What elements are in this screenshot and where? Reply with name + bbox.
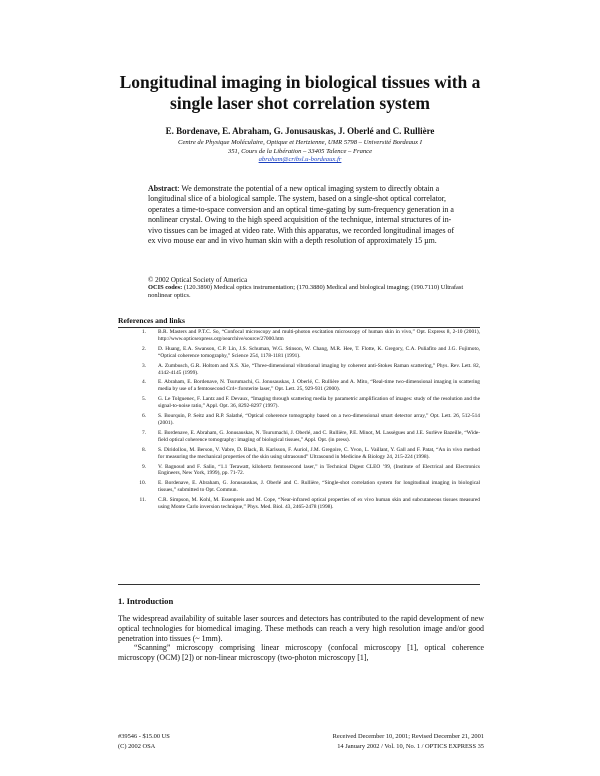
reference-number: 3.	[141, 362, 146, 369]
reference-item	[118, 480, 480, 494]
reference-text: S. Diridollou, M. Berson, V. Vabre, D. Black, B. Karlsson, F. Auriol, J.M. Gregoire, C. Yvon, L. Vaillant, Y. Gall and F. Patat, “An in vivo method for measuring the mechanical properties of the skin using ultrasound” Ultrasound in Medicine & Biology 24, 215-224 (1998).	[158, 446, 480, 460]
reference-item	[118, 430, 480, 444]
ocis-label: OCIS codes:	[148, 284, 183, 291]
affiliation	[120, 139, 480, 165]
reference-text: V. Bagnoud and F. Salin, “1.1 Terawatt, kilohertz femtosecond laser,” in Technical Digest CLEO ’99, (Institute of Electrical and Electronics Engineers, New York, 1999), pp. 71-72.	[158, 463, 480, 477]
reference-list	[118, 329, 480, 514]
reference-text: E. Bordenave, E. Abraham, G. Jonusauskas, J. Oberlé and C. Rullière, “Single-shot correlation system for longitudinal imaging in biological tissues,” submitted to Opt. Commun.	[158, 480, 480, 494]
reference-number: 4.	[141, 379, 146, 386]
title-line-2: single laser shot correlation system	[170, 93, 430, 113]
email-link[interactable]: abraham@cribsl.u-bordeaux.fr	[258, 156, 342, 164]
footer-citation: 14 January 2002 / Vol. 10, No. 1 / OPTICS EXPRESS 35	[337, 743, 484, 750]
references-heading: References and links	[118, 316, 185, 325]
footer-received: Received December 10, 2001; Revised December 21, 2001	[332, 733, 484, 740]
footer-price: #39546 - $15.00 US	[118, 733, 170, 740]
abstract	[148, 184, 460, 246]
ocis-text: (120.3890) Medical optics instrumentation; (170.3880) Medical and biological imaging; (190.7110) Ultrafast nonlinear optics.	[148, 284, 464, 300]
affiliation-line-2: 351, Cours de la Libération – 33405 Talence – France	[227, 147, 373, 155]
ocis-codes	[148, 284, 468, 301]
reference-item	[118, 497, 480, 511]
reference-number: 2.	[141, 345, 146, 352]
reference-number: 8.	[141, 446, 146, 453]
references-top-rule	[118, 327, 480, 328]
reference-text: S. Bourquin, P. Seitz and R.P. Salathé, “Optical coherence tomography based on a two-dimensional smart detector array,” Opt. Lett. 26, 512-514 (2001).	[158, 413, 480, 426]
reference-text: C.R. Simpson, M. Kohl, M. Essenpreis and M. Cope, “Near-infrared optical properties of ex vivo human skin and subcutaneous tissues measured using Monte Carlo inversion technique,” Phys. Med. Biol. 43, 2465-2478 (1998).	[158, 497, 480, 511]
footer-row-2	[118, 742, 484, 751]
section-heading: 1. Introduction	[118, 596, 174, 606]
reference-number: 10.	[139, 480, 146, 487]
reference-text: E. Bordenave, E. Abraham, G. Jonusauskas, N. Tsurumachi, J. Oberlé, and C. Rullière, P.E. Minot, M. Lassègues and J.E. Surlève Bazeille, “Wide-field optical coherence tomography: imaging of biological tissues,” Appl. Opt. (in press).	[158, 429, 480, 443]
reference-text: D. Huang, E.A. Swanson, C.P. Lin, J.S. Schuman, W.G. Stinson, W. Chang, M.R. Hee, T. Flotte, K. Gregory, C.A. Puliafito and J.G. Fujimoto, “Optical coherence tomography,” Science 254, 1178-1181 (1991).	[158, 345, 480, 359]
reference-item	[118, 363, 480, 377]
reference-item	[118, 447, 480, 461]
reference-number: 9.	[141, 463, 146, 470]
abstract-text: : We demonstrate the potential of a new optical imaging system to directly obtain a longitudinal slice of a biological sample. The system, based on a single-shot optical correlator, operates a time-to-space conversion and an optical time-gating by sum-frequency generation in a nonlinear crystal. Owing to the high speed acquisition of the technique, internal structures of in-vivo tissues can be imaged at video rate. With this apparatus, we recorded longitudinal images of ex vivo mouse ear and in vivo human skin with a depth resolution of approximately 15 µm.	[148, 184, 455, 246]
paper-title	[60, 72, 540, 114]
reference-item	[118, 329, 480, 343]
abstract-label: Abstract	[148, 184, 178, 193]
footer-row-1	[118, 732, 484, 741]
reference-number: 5.	[141, 396, 146, 403]
footer-copyright: (C) 2002 OSA	[118, 743, 156, 750]
reference-item	[118, 464, 480, 478]
reference-item	[118, 413, 480, 427]
reference-text: G. Le Tolguenec, F. Lantz and F. Devaux, “Imaging through scattering media by parametric amplification of images: study of the resolution and the signal-to-noise ratio,” Appl. Opt. 36, 8292-8297 (1997).	[158, 396, 480, 410]
references-bottom-rule	[118, 584, 480, 585]
reference-text: E. Abraham, E. Bordenave, N. Tsurumachi, G. Jonusauskas, J. Oberlé, C. Rullière and A. Mito, “Real-time two-dimensional imaging in scattering media by use of a femtosecond Cr4+:forsterite laser,” Opt. Lett. 25, 929-931 (2000).	[158, 379, 480, 393]
reference-number: 11.	[139, 497, 146, 504]
author-list: E. Bordenave, E. Abraham, G. Jonusauskas, J. Oberlé and C. Rullière	[165, 126, 435, 136]
reference-number: 1.	[141, 329, 146, 335]
reference-number: 7.	[141, 429, 146, 436]
title-line-1: Longitudinal imaging in biological tissues with a	[119, 72, 481, 92]
reference-item	[118, 346, 480, 360]
affiliation-line-1: Centre de Physique Moléculaire, Optique et Hertzienne, UMR 5798 – Université Bordeaux I	[178, 139, 422, 146]
reference-number: 6.	[141, 413, 146, 420]
reference-item	[118, 379, 480, 393]
reference-text: B.R. Masters and P.T.C. So, “Confocal microscopy and multi-photon excitation microscopy of human skin in vivo,” Opt. Express 8, 2-10 (2001), http://www.opticsexpress.org/oearchive/source/27000.htm	[158, 329, 480, 342]
introduction-body	[118, 614, 484, 663]
intro-paragraph-1: The widespread availability of suitable laser sources and detectors has contributed to the rapid development of new optical technologies for biomedical imaging. These methods can reach a very high resolution image and/or good penetration into tissues (~ 1mm).	[118, 614, 484, 643]
reference-item	[118, 396, 480, 410]
copyright-notice: © 2002 Optical Society of America	[148, 276, 248, 284]
intro-paragraph-2: “Scanning” microscopy comprising linear microscopy (confocal microscopy [1], optical coherence microscopy (OCM) [2]) or non-linear microscopy (two-photon microscopy [1],	[118, 643, 484, 663]
reference-text: A. Zumbusch, G.R. Holtom and X.S. Xie, “Three-dimensional vibrational imaging by coherent anti-Stokes Raman scattering,” Phys. Rev. Lett. 82, 4142-4145 (1999).	[158, 362, 480, 376]
